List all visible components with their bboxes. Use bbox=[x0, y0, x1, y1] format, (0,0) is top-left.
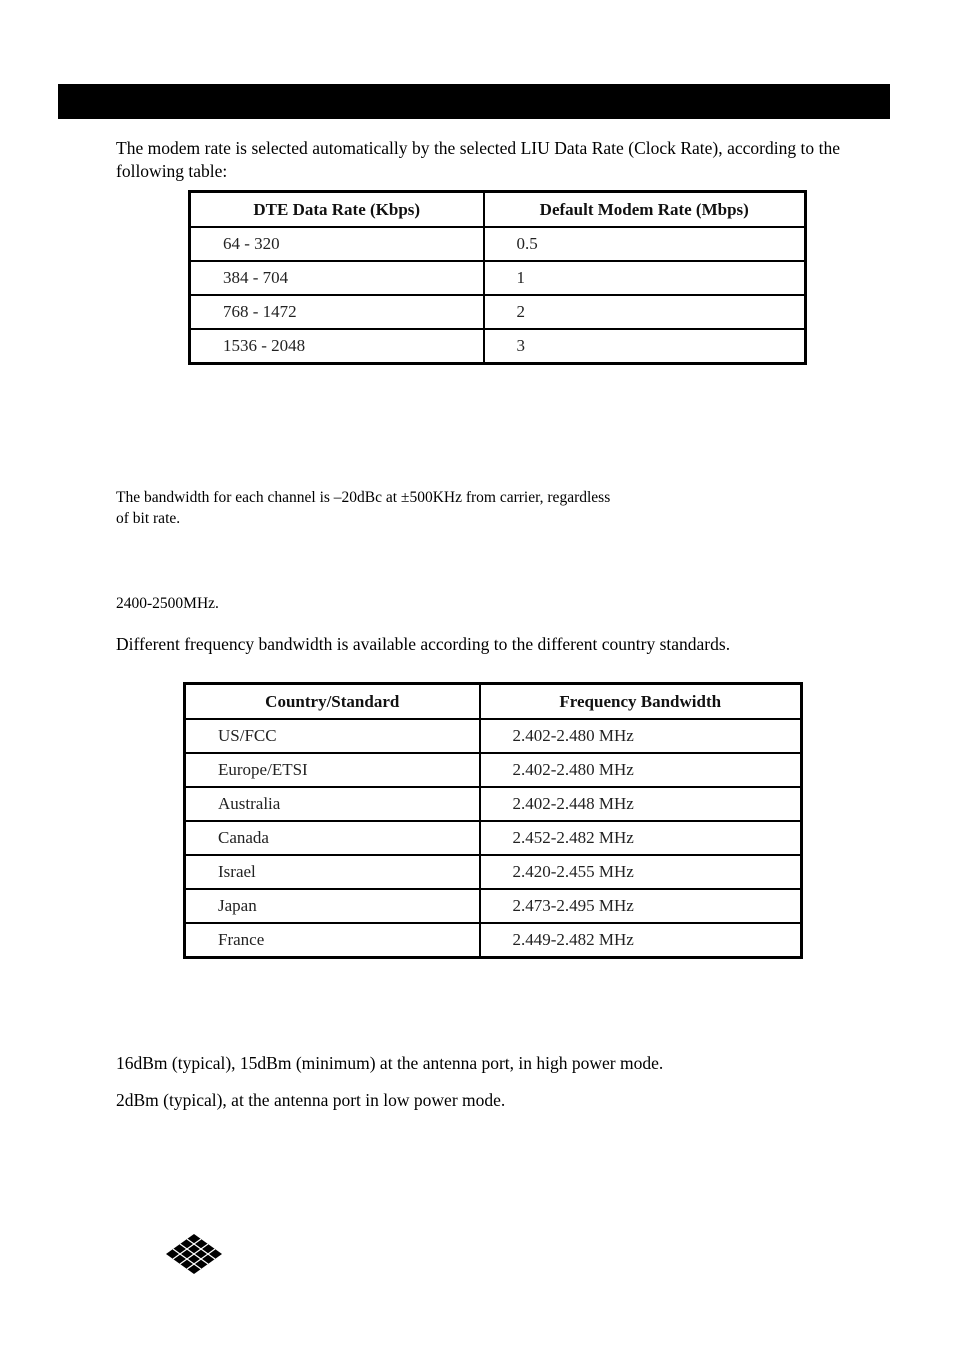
power-high-mode: 16dBm (typical), 15dBm (minimum) at the antenna port, in high power mode. bbox=[116, 1053, 664, 1073]
table-row bbox=[185, 855, 802, 889]
table-cell: 768 - 1472 bbox=[190, 295, 484, 329]
table-cell: Israel bbox=[185, 855, 480, 889]
table-row bbox=[185, 889, 802, 923]
modem-rate-table bbox=[188, 190, 807, 365]
frequency-intro: Different frequency bandwidth is available according to the different country standards. bbox=[116, 634, 731, 654]
table-cell: 2.449-2.482 MHz bbox=[480, 923, 802, 958]
power-low-mode: 2dBm (typical), at the antenna port in low power mode. bbox=[116, 1090, 506, 1110]
frequency-band-table bbox=[183, 682, 803, 959]
table-row bbox=[190, 329, 806, 364]
table-cell: France bbox=[185, 923, 480, 958]
table-cell: 1536 - 2048 bbox=[190, 329, 484, 364]
table-cell: 384 - 704 bbox=[190, 261, 484, 295]
table-cell: Australia bbox=[185, 787, 480, 821]
table-cell: US/FCC bbox=[185, 719, 480, 753]
table-cell: 2.402-2.448 MHz bbox=[480, 787, 802, 821]
column-header: Default Modem Rate (Mbps) bbox=[484, 192, 806, 228]
table-cell: 2.402-2.480 MHz bbox=[480, 753, 802, 787]
table-row bbox=[185, 719, 802, 753]
table-row bbox=[190, 261, 806, 295]
bandwidth-note-line1: The bandwidth for each channel is –20dBc at ±500KHz from carrier, regardless bbox=[116, 489, 611, 506]
table-cell: 2.473-2.495 MHz bbox=[480, 889, 802, 923]
table-row bbox=[185, 821, 802, 855]
table-cell: Canada bbox=[185, 821, 480, 855]
modem-rate-intro: The modem rate is selected automatically by the selected LIU Data Rate (Clock Rate), according to the following table: bbox=[116, 138, 840, 181]
table-row bbox=[190, 227, 806, 261]
table-cell: Europe/ETSI bbox=[185, 753, 480, 787]
table-cell: Japan bbox=[185, 889, 480, 923]
column-header: Country/Standard bbox=[185, 684, 480, 720]
table-row bbox=[185, 753, 802, 787]
column-header: DTE Data Rate (Kbps) bbox=[190, 192, 484, 228]
table-cell: 2.452-2.482 MHz bbox=[480, 821, 802, 855]
section-header-bar bbox=[58, 84, 890, 119]
table-cell: 2.402-2.480 MHz bbox=[480, 719, 802, 753]
table-cell: 1 bbox=[484, 261, 806, 295]
table-row bbox=[185, 787, 802, 821]
table-cell: 2.420-2.455 MHz bbox=[480, 855, 802, 889]
frequency-range: 2400-2500MHz. bbox=[116, 595, 219, 612]
table-row bbox=[185, 923, 802, 958]
table-cell: 2 bbox=[484, 295, 806, 329]
bandwidth-note-line2: of bit rate. bbox=[116, 510, 181, 527]
table-cell: 64 - 320 bbox=[190, 227, 484, 261]
table-header-row bbox=[190, 192, 806, 228]
column-header: Frequency Bandwidth bbox=[480, 684, 802, 720]
table-cell: 0.5 bbox=[484, 227, 806, 261]
table-header-row bbox=[185, 684, 802, 720]
diamond-cube-logo-icon bbox=[165, 1233, 223, 1275]
bandwidth-note bbox=[116, 487, 840, 529]
table-cell: 3 bbox=[484, 329, 806, 364]
table-row bbox=[190, 295, 806, 329]
